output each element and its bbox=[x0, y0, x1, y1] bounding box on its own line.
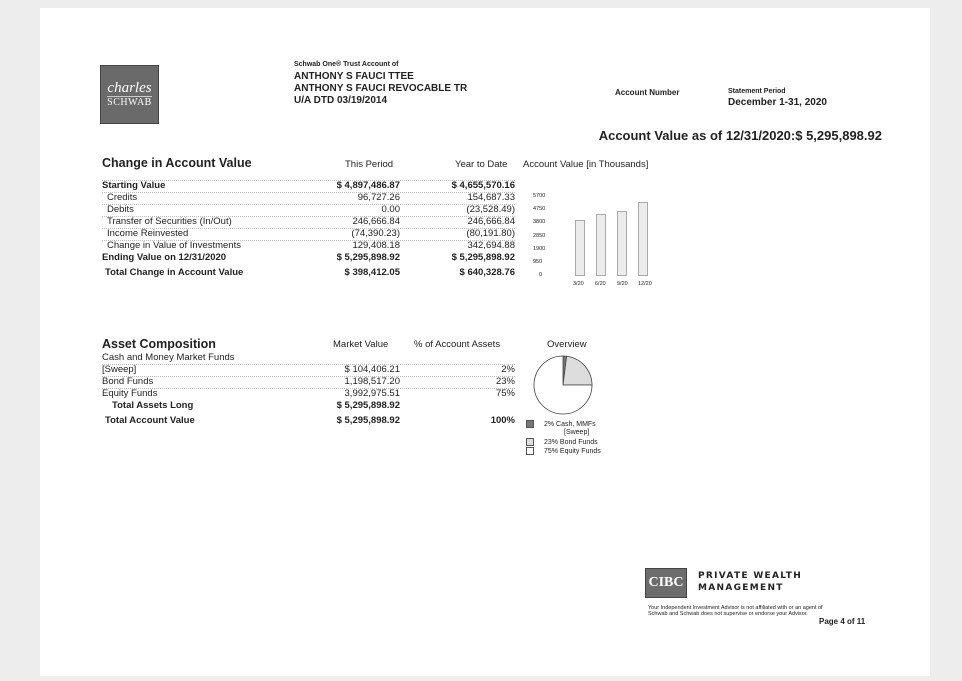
asset-pie-chart bbox=[532, 354, 594, 416]
plot-area bbox=[575, 196, 657, 276]
legend-label: 23% Bond Funds bbox=[543, 438, 598, 446]
pie-legend bbox=[526, 420, 601, 457]
y-tick: 3800 bbox=[533, 219, 546, 225]
row-period: 129,408.18 bbox=[352, 240, 400, 251]
statement-period: December 1-31, 2020 bbox=[728, 97, 827, 108]
row-label: Bond Funds bbox=[102, 376, 154, 387]
legend-label-cont: [Sweep] bbox=[564, 429, 590, 437]
row-ytd: $ 640,328.76 bbox=[459, 267, 515, 278]
table-row bbox=[102, 180, 515, 191]
x-tick: 3/20 bbox=[573, 281, 584, 287]
row-label: Total Account Value bbox=[105, 415, 195, 426]
asset-label-cash: Cash and Money Market Funds bbox=[102, 352, 235, 363]
disclaimer bbox=[648, 605, 823, 617]
row-period: 0.00 bbox=[381, 204, 400, 215]
col-overview: Overview bbox=[547, 339, 587, 350]
row-period: $ 4,897,486.87 bbox=[336, 180, 400, 191]
row-period: 96,727.26 bbox=[357, 192, 400, 203]
logo-line1: charles bbox=[107, 80, 152, 96]
row-ytd: 246,666.84 bbox=[467, 216, 515, 227]
account-value-total: Account Value as of 12/31/2020:$ 5,295,898.92 bbox=[598, 128, 882, 143]
y-tick: 5700 bbox=[533, 193, 546, 199]
y-tick: 950 bbox=[533, 259, 543, 265]
x-tick: 9/20 bbox=[617, 281, 628, 287]
row-ytd: 342,694.88 bbox=[467, 240, 515, 251]
table-row bbox=[102, 204, 515, 215]
row-ytd: (23,528.49) bbox=[466, 204, 515, 215]
legend-swatch bbox=[526, 447, 534, 455]
table-row bbox=[102, 228, 515, 239]
row-pct: 75% bbox=[495, 388, 515, 399]
row-period: (74,390.23) bbox=[351, 228, 400, 239]
pwm-label bbox=[698, 570, 802, 594]
row-value: 3,992,975.51 bbox=[344, 388, 400, 399]
row-label: [Sweep] bbox=[102, 364, 137, 375]
table-row bbox=[102, 216, 515, 227]
row-label: Income Reinvested bbox=[107, 228, 189, 239]
row-label: Transfer of Securities (In/Out) bbox=[107, 216, 232, 227]
row-value: $ 104,406.21 bbox=[344, 364, 400, 375]
disclaimer-line-1: Your Independent Investment Advisor is not affiliated with or an agent of bbox=[648, 605, 823, 611]
row-period: $ 5,295,898.92 bbox=[336, 252, 400, 263]
account-holder bbox=[294, 71, 467, 107]
legend-item bbox=[526, 420, 601, 429]
row-label: Change in Value of Investments bbox=[107, 240, 241, 251]
col-this-period: This Period bbox=[345, 159, 394, 170]
y-axis bbox=[533, 193, 553, 280]
row-label: Equity Funds bbox=[102, 388, 158, 399]
legend-item bbox=[526, 438, 601, 447]
legend-label: 2% Cash, MMFs bbox=[543, 420, 596, 428]
y-tick: 4750 bbox=[533, 206, 546, 212]
account-value-chart bbox=[533, 193, 663, 287]
row-label: Total Change in Account Value bbox=[105, 267, 244, 278]
schwab-logo bbox=[100, 65, 159, 124]
holder-line-3: U/A DTD 03/19/2014 bbox=[294, 95, 388, 106]
disclaimer-line-2: Schwab and Schwab does not supervise or endorse your Advisor. bbox=[648, 611, 808, 617]
row-ytd: $ 5,295,898.92 bbox=[451, 252, 515, 263]
holder-line-1: ANTHONY S FAUCI TTEE bbox=[294, 71, 414, 82]
statement-page bbox=[40, 8, 930, 676]
row-value: $ 5,295,898.92 bbox=[336, 415, 400, 426]
cibc-logo: CIBC bbox=[645, 568, 687, 598]
account-type: Schwab One® Trust Account of bbox=[294, 61, 399, 68]
legend-item bbox=[526, 447, 601, 456]
table-row bbox=[102, 240, 515, 251]
y-tick: 1900 bbox=[533, 246, 546, 252]
row-pct: 23% bbox=[495, 376, 515, 387]
bar-9/20 bbox=[617, 211, 627, 276]
legend-swatch bbox=[526, 420, 534, 428]
x-axis bbox=[573, 281, 663, 289]
row-period: 246,666.84 bbox=[352, 216, 400, 227]
statement-period-label: Statement Period bbox=[728, 88, 786, 95]
page-number: Page 4 of 11 bbox=[819, 617, 866, 626]
table-row bbox=[102, 376, 515, 387]
bar-12/20 bbox=[638, 202, 648, 276]
row-label: Credits bbox=[107, 192, 138, 203]
x-tick: 6/20 bbox=[595, 281, 606, 287]
row-label: Starting Value bbox=[102, 180, 166, 191]
row-pct: 2% bbox=[501, 364, 515, 375]
row-ytd: 154,687.33 bbox=[467, 192, 515, 203]
row-label: Ending Value on 12/31/2020 bbox=[102, 252, 227, 263]
row-value: 1,198,517.20 bbox=[344, 376, 400, 387]
table-row bbox=[102, 364, 515, 375]
table-row bbox=[102, 192, 515, 203]
row-label: Total Assets Long bbox=[112, 400, 194, 411]
holder-line-2: ANTHONY S FAUCI REVOCABLE TR bbox=[294, 83, 468, 94]
pie-slice-bond bbox=[563, 356, 592, 385]
row-pct: 100% bbox=[490, 415, 515, 426]
pwm-line-2: MANAGEMENT bbox=[698, 583, 784, 593]
legend-label: 75% Equity Funds bbox=[543, 448, 601, 456]
pwm-line-1: PRIVATE WEALTH bbox=[698, 571, 803, 581]
col-pct-assets: % of Account Assets bbox=[414, 339, 501, 350]
row-label: Debits bbox=[107, 204, 134, 215]
logo-line2: SCHWAB bbox=[107, 97, 152, 108]
chart-title: Account Value [in Thousands] bbox=[523, 159, 649, 170]
table-row bbox=[102, 388, 515, 399]
row-ytd: (80,191.80) bbox=[466, 228, 515, 239]
row-ytd: $ 4,655,570.16 bbox=[451, 180, 515, 191]
y-tick: 0 bbox=[539, 272, 543, 278]
y-tick: 2850 bbox=[533, 233, 546, 239]
row-value: $ 5,295,898.92 bbox=[336, 400, 400, 411]
row-period: $ 398,412.05 bbox=[344, 267, 400, 278]
x-tick: 12/20 bbox=[638, 281, 652, 287]
change-section-title: Change in Account Value bbox=[102, 156, 252, 170]
col-year-to-date: Year to Date bbox=[455, 159, 508, 170]
account-number-label: Account Number bbox=[615, 88, 680, 97]
bar-3/20 bbox=[575, 220, 585, 276]
legend-swatch bbox=[526, 438, 534, 446]
bar-6/20 bbox=[596, 214, 606, 276]
asset-section-title: Asset Composition bbox=[102, 337, 216, 351]
col-market-value: Market Value bbox=[333, 339, 389, 350]
